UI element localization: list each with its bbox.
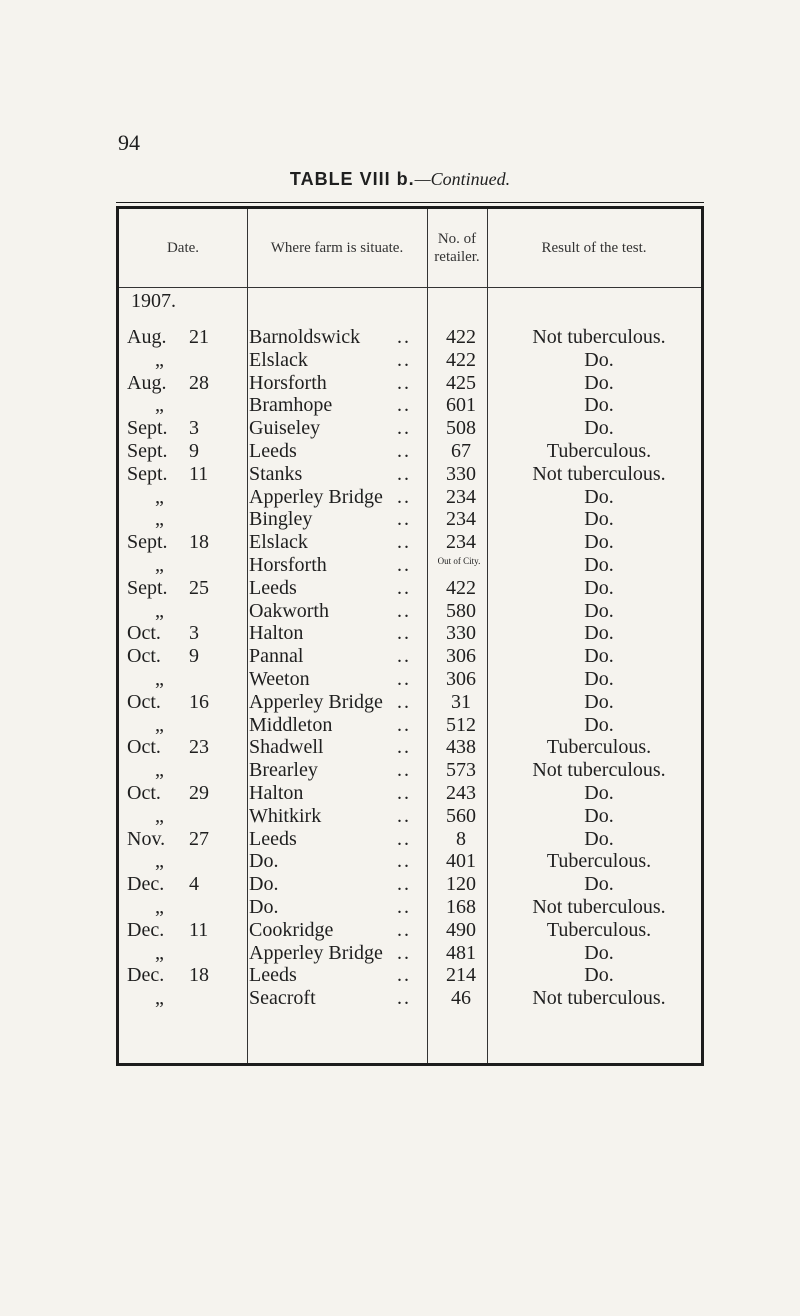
cell-farm: Elslack [249, 348, 308, 371]
header-divider [119, 287, 701, 288]
cell-farm: Whitkirk [249, 804, 322, 827]
cell-farm: Horsforth [249, 553, 327, 576]
header-farm: Where farm is situate. [270, 240, 404, 256]
table-row [119, 805, 701, 828]
cell-farm: Leeds [249, 827, 297, 850]
cell-day: 3 [189, 417, 199, 440]
table-row [119, 349, 701, 372]
cell-date [127, 577, 237, 599]
cell-month: Oct. [127, 781, 161, 804]
cell-day: 18 [189, 964, 209, 987]
leader-dots: .. [397, 713, 411, 736]
leader-dots: .. [397, 873, 411, 896]
table-row [119, 645, 701, 668]
leader-dots: .. [397, 553, 411, 576]
leader-dots: .. [397, 827, 411, 850]
cell-month: Aug. [127, 326, 167, 348]
cell-day: 9 [189, 645, 199, 668]
cell-retailer: 168 [446, 895, 476, 918]
table-row [119, 828, 701, 851]
cell-retailer: 512 [446, 713, 476, 736]
leader-dots: .. [397, 417, 411, 440]
cell-farm: Leeds [249, 576, 297, 599]
cell-farm: Barnoldswick [249, 326, 361, 348]
cell-date [127, 919, 237, 941]
cell-date [127, 782, 237, 804]
ditto-mark: „ [155, 348, 164, 371]
table-row [119, 942, 701, 965]
cell-farm: Do. [249, 850, 279, 873]
leader-dots: .. [397, 941, 411, 964]
cell-result: Do. [584, 804, 614, 827]
table-title-continued: —Continued. [414, 169, 511, 189]
table-row [119, 736, 701, 759]
cell-farm: Stanks [249, 462, 303, 485]
ditto-mark: „ [155, 394, 164, 417]
ditto-mark: „ [155, 553, 164, 576]
cell-retailer: 508 [446, 417, 476, 440]
cell-farm: Halton [249, 781, 304, 804]
ditto-mark: „ [155, 895, 164, 918]
cell-day: 11 [189, 918, 209, 941]
cell-retailer: 234 [446, 508, 476, 531]
cell-retailer: 573 [446, 759, 476, 782]
cell-farm: Do. [249, 895, 279, 918]
cell-day: 16 [189, 690, 209, 713]
cell-result: Not tuberculous. [532, 895, 666, 918]
page-number: 94 [118, 130, 140, 155]
cell-result: Not tuberculous. [532, 759, 666, 782]
cell-month: Sept. [127, 531, 168, 554]
cell-result: Do. [584, 781, 614, 804]
leader-dots: .. [397, 622, 411, 645]
cell-date [127, 372, 237, 394]
table-row [119, 622, 701, 645]
leader-dots: .. [397, 645, 411, 668]
header-retailer: No. of retailer. [434, 231, 480, 265]
cell-month: Sept. [127, 462, 168, 485]
leader-dots: .. [397, 326, 411, 348]
cell-result: Do. [584, 348, 614, 371]
cell-month: Oct. [127, 736, 161, 759]
table-row [119, 508, 701, 531]
cell-day: 18 [189, 531, 209, 554]
cell-month: Sept. [127, 439, 168, 462]
cell-farm: Bramhope [249, 394, 333, 417]
cell-day: 11 [189, 462, 209, 485]
cell-result: Do. [584, 827, 614, 850]
cell-result: Do. [584, 941, 614, 964]
cell-farm: Leeds [249, 439, 297, 462]
cell-retailer: 306 [446, 645, 476, 668]
cell-farm: Pannal [249, 645, 304, 668]
leader-dots: .. [397, 850, 411, 873]
cell-date [127, 736, 237, 758]
cell-day: 4 [189, 873, 199, 896]
cell-month: Dec. [127, 873, 165, 896]
cell-retailer: 306 [446, 667, 476, 690]
cell-farm: Bingley [249, 508, 313, 531]
ditto-mark: „ [155, 941, 164, 964]
cell-result: Tuberculous. [546, 736, 652, 759]
cell-retailer: 214 [446, 964, 476, 987]
leader-dots: .. [397, 736, 411, 759]
cell-date [127, 645, 237, 667]
leader-dots: .. [397, 576, 411, 599]
leader-dots: .. [397, 371, 411, 394]
cell-retailer: 481 [446, 941, 476, 964]
cell-retailer: 330 [446, 462, 476, 485]
ditto-mark: „ [155, 713, 164, 736]
cell-date [127, 463, 237, 485]
cell-retailer: 120 [446, 873, 476, 896]
cell-retailer: 234 [446, 531, 476, 554]
cell-retailer: 601 [446, 394, 476, 417]
table-row [119, 372, 701, 395]
cell-result: Do. [584, 622, 614, 645]
cell-date [127, 964, 237, 986]
ditto-mark: „ [155, 804, 164, 827]
cell-day: 23 [189, 736, 209, 759]
table-row [119, 782, 701, 805]
cell-month: Sept. [127, 576, 168, 599]
cell-result: Do. [584, 485, 614, 508]
ditto-mark: „ [155, 987, 164, 1010]
leader-dots: .. [397, 690, 411, 713]
table-row [119, 873, 701, 896]
cell-date [127, 326, 237, 348]
cell-farm: Shadwell [249, 736, 324, 759]
cell-result: Do. [584, 417, 614, 440]
ditto-mark: „ [155, 667, 164, 690]
leader-dots: .. [397, 531, 411, 554]
cell-month: Dec. [127, 918, 165, 941]
cell-day: 27 [189, 827, 209, 850]
cell-retailer: 67 [451, 439, 471, 462]
leader-dots: .. [397, 781, 411, 804]
cell-month: Aug. [127, 371, 167, 394]
table-row [119, 326, 701, 349]
leader-dots: .. [397, 918, 411, 941]
cell-result: Not tuberculous. [532, 326, 666, 348]
table-row [119, 486, 701, 509]
cell-retailer: 438 [446, 736, 476, 759]
cell-farm: Oakworth [249, 599, 329, 622]
cell-retailer: 401 [446, 850, 476, 873]
cell-result: Do. [584, 873, 614, 896]
cell-farm: Leeds [249, 964, 297, 987]
table-row [119, 531, 701, 554]
year-label: 1907. [131, 290, 176, 312]
cell-result: Not tuberculous. [532, 462, 666, 485]
table-row [119, 714, 701, 737]
leader-dots: .. [397, 439, 411, 462]
ditto-mark: „ [155, 485, 164, 508]
cell-date [127, 531, 237, 553]
table-row [119, 919, 701, 942]
cell-day: 29 [189, 781, 209, 804]
leader-dots: .. [397, 895, 411, 918]
cell-result: Do. [584, 713, 614, 736]
cell-farm: Cookridge [249, 918, 334, 941]
cell-result: Do. [584, 371, 614, 394]
leader-dots: .. [397, 599, 411, 622]
cell-day: 3 [189, 622, 199, 645]
cell-date [127, 440, 237, 462]
cell-day: 28 [189, 371, 209, 394]
table-title-main: TABLE VIII b. [289, 169, 415, 189]
table-row [119, 554, 701, 577]
leader-dots: .. [397, 348, 411, 371]
cell-date [127, 417, 237, 439]
leader-dots: .. [397, 987, 411, 1010]
cell-date [127, 873, 237, 895]
table-row [119, 417, 701, 440]
cell-month: Oct. [127, 690, 161, 713]
cell-farm: Seacroft [249, 987, 316, 1010]
cell-day: 21 [189, 326, 209, 348]
cell-farm: Apperley Bridge [249, 485, 383, 508]
table-row [119, 964, 701, 987]
cell-result: Not tuberculous. [532, 987, 666, 1010]
cell-result: Do. [584, 645, 614, 668]
table-row [119, 440, 701, 463]
header-date: Date. [166, 240, 200, 256]
cell-result: Tuberculous. [546, 850, 652, 873]
table-body [119, 326, 701, 1010]
cell-retailer: 8 [456, 827, 466, 850]
table-row [119, 668, 701, 691]
cell-retailer: 422 [446, 326, 476, 348]
data-table [116, 206, 704, 1066]
table-row [119, 759, 701, 782]
leader-dots: .. [397, 964, 411, 987]
cell-result: Do. [584, 690, 614, 713]
cell-result: Tuberculous. [546, 918, 652, 941]
cell-retailer: 580 [446, 599, 476, 622]
ditto-mark: „ [155, 599, 164, 622]
cell-date [127, 691, 237, 713]
cell-result: Do. [584, 964, 614, 987]
cell-farm: Brearley [249, 759, 318, 782]
cell-result: Do. [584, 576, 614, 599]
table-title [0, 168, 800, 191]
table-row [119, 394, 701, 417]
cell-date [127, 622, 237, 644]
cell-month: Dec. [127, 964, 165, 987]
cell-retailer: Out of City. [437, 555, 481, 566]
cell-farm: Middleton [249, 713, 333, 736]
cell-farm: Horsforth [249, 371, 327, 394]
leader-dots: .. [397, 804, 411, 827]
cell-retailer: 422 [446, 576, 476, 599]
cell-result: Do. [584, 508, 614, 531]
leader-dots: .. [397, 508, 411, 531]
ditto-mark: „ [155, 759, 164, 782]
cell-farm: Guiseley [249, 417, 321, 440]
table-row [119, 600, 701, 623]
cell-result: Do. [584, 531, 614, 554]
cell-month: Oct. [127, 622, 161, 645]
cell-retailer: 422 [446, 348, 476, 371]
cell-retailer: 243 [446, 781, 476, 804]
cell-month: Oct. [127, 645, 161, 668]
cell-month: Nov. [127, 827, 166, 850]
header-result: Result of the test. [541, 240, 647, 256]
cell-retailer: 234 [446, 485, 476, 508]
ditto-mark: „ [155, 508, 164, 531]
cell-result: Do. [584, 394, 614, 417]
table-row [119, 896, 701, 919]
table-row [119, 577, 701, 600]
leader-dots: .. [397, 667, 411, 690]
cell-result: Do. [584, 599, 614, 622]
cell-retailer: 330 [446, 622, 476, 645]
table-row [119, 850, 701, 873]
cell-farm: Weeton [249, 667, 310, 690]
cell-result: Do. [584, 667, 614, 690]
leader-dots: .. [397, 462, 411, 485]
cell-retailer: 31 [451, 690, 471, 713]
leader-dots: .. [397, 485, 411, 508]
cell-retailer: 46 [451, 987, 471, 1010]
cell-result: Do. [584, 553, 614, 576]
cell-retailer: 490 [446, 918, 476, 941]
cell-farm: Do. [249, 873, 279, 896]
cell-farm: Halton [249, 622, 304, 645]
cell-retailer: 425 [446, 371, 476, 394]
cell-farm: Apperley Bridge [249, 941, 383, 964]
cell-month: Sept. [127, 417, 168, 440]
cell-farm: Apperley Bridge [249, 690, 383, 713]
cell-retailer: 560 [446, 804, 476, 827]
leader-dots: .. [397, 759, 411, 782]
cell-day: 9 [189, 439, 199, 462]
table-row [119, 691, 701, 714]
cell-farm: Elslack [249, 531, 308, 554]
cell-result: Tuberculous. [546, 439, 652, 462]
cell-day: 25 [189, 576, 209, 599]
cell-date [127, 828, 237, 850]
leader-dots: .. [397, 394, 411, 417]
table-row [119, 463, 701, 486]
ditto-mark: „ [155, 850, 164, 873]
table-row [119, 987, 701, 1010]
